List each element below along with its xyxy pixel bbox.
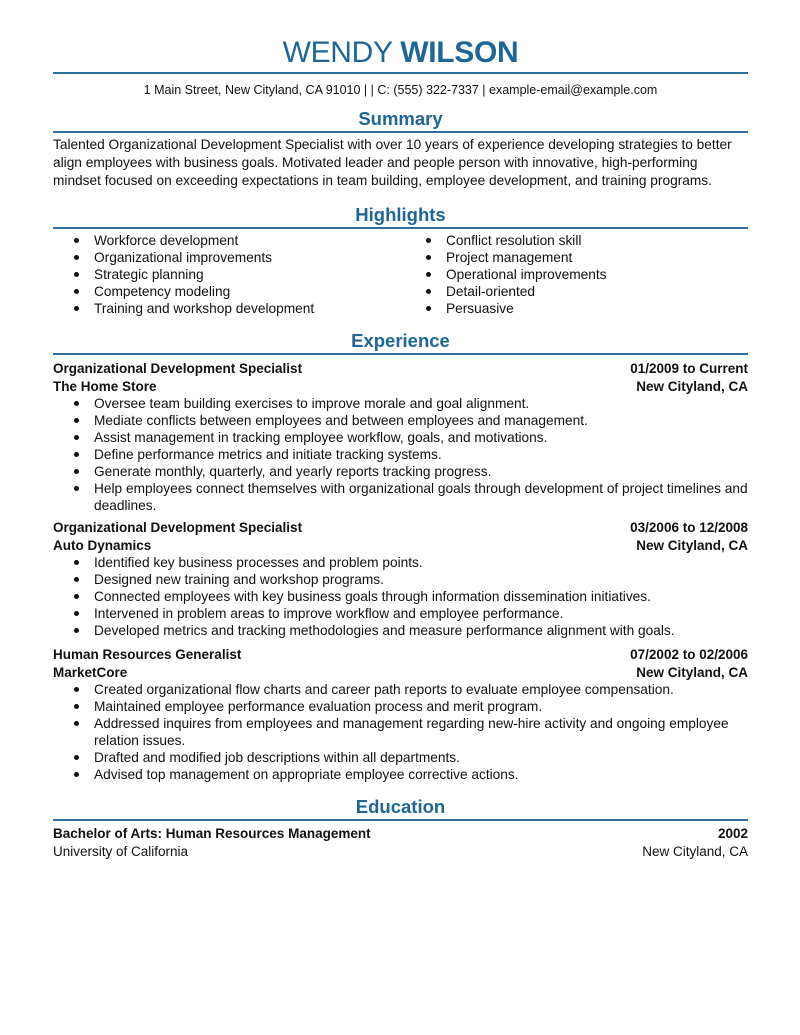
school-location: New Cityland, CA <box>642 843 748 859</box>
candidate-name <box>53 34 748 72</box>
job-location: New Cityland, CA <box>636 537 748 553</box>
education-entry <box>53 825 748 860</box>
list-item: Developed metrics and tracking methodologies and measure performance alignment with goals. <box>53 622 748 639</box>
job-bullets <box>53 554 748 639</box>
list-item: Persuasive <box>405 300 607 317</box>
list-item: Identified key business processes and problem points. <box>53 554 748 571</box>
list-item: Mediate conflicts between employees and between employees and management. <box>53 412 748 429</box>
list-item: Competency modeling <box>53 283 405 300</box>
education-heading: Education <box>355 796 446 817</box>
job-dates: 07/2002 to 02/2006 <box>630 647 748 662</box>
experience-divider <box>53 353 748 355</box>
list-item: Define performance metrics and initiate tracking systems. <box>53 446 748 463</box>
summary-text: Talented Organizational Development Specialist with over 10 years of experience developing strategies to better align employees with business goals. Motivated leader and people person with innovative, high-performing mindset focused on exceeding expectations in team building, employee development, and training programs. <box>53 137 732 188</box>
highlights-list <box>53 232 748 317</box>
job-dates: 01/2009 to Current <box>630 361 748 376</box>
job-company: MarketCore <box>53 664 128 680</box>
job-bullets <box>53 681 748 783</box>
last-name: WILSON <box>400 36 519 69</box>
list-item: Project management <box>405 249 607 266</box>
highlights-right-column <box>405 232 607 317</box>
list-item: Advised top management on appropriate employee corrective actions. <box>53 766 748 783</box>
graduation-year: 2002 <box>717 826 748 841</box>
list-item: Assist management in tracking employee workflow, goals, and motivations. <box>53 429 748 446</box>
list-item: Generate monthly, quarterly, and yearly reports tracking progress. <box>53 463 748 480</box>
list-item: Workforce development <box>53 232 405 249</box>
education-divider <box>53 819 748 821</box>
contact-info: 1 Main Street, New Cityland, CA 91010 | | C: (555) 322-7337 | example-email@example.com <box>143 83 658 97</box>
header-divider <box>53 72 748 74</box>
summary-divider <box>53 131 748 133</box>
highlights-heading: Highlights <box>355 204 446 225</box>
job-entry <box>53 360 748 514</box>
job-title: Organizational Development Specialist <box>53 361 303 376</box>
job-location: New Cityland, CA <box>636 378 748 394</box>
list-item: Drafted and modified job descriptions within all departments. <box>53 749 748 766</box>
highlights-divider <box>53 227 748 229</box>
list-item: Designed new training and workshop programs. <box>53 571 748 588</box>
field-of-study: : Human Resources Management <box>157 826 371 841</box>
highlights-left-column <box>53 232 405 317</box>
list-item: Organizational improvements <box>53 249 405 266</box>
list-item: Created organizational flow charts and career path reports to evaluate employee compensation. <box>53 681 748 698</box>
list-item: Strategic planning <box>53 266 405 283</box>
list-item: Help employees connect themselves with organizational goals through development of project timelines and deadlines. <box>53 480 748 514</box>
job-entry <box>53 519 748 639</box>
job-entry <box>53 646 748 783</box>
list-item: Operational improvements <box>405 266 607 283</box>
list-item: Intervened in problem areas to improve workflow and employee performance. <box>53 605 748 622</box>
first-name: WENDY <box>282 36 393 69</box>
school-name: University of California <box>53 843 189 859</box>
job-title: Organizational Development Specialist <box>53 520 303 535</box>
degree: Bachelor of Arts <box>53 826 158 841</box>
list-item: Connected employees with key business goals through information dissemination initiatives. <box>53 588 748 605</box>
list-item: Conflict resolution skill <box>405 232 607 249</box>
summary-heading: Summary <box>358 108 443 129</box>
resume-page <box>53 0 748 860</box>
job-company: Auto Dynamics <box>53 537 152 553</box>
job-dates: 03/2006 to 12/2008 <box>630 520 748 535</box>
job-location: New Cityland, CA <box>636 664 748 680</box>
job-title: Human Resources Generalist <box>53 647 242 662</box>
list-item: Maintained employee performance evaluation process and merit program. <box>53 698 748 715</box>
list-item: Oversee team building exercises to improve morale and goal alignment. <box>53 395 748 412</box>
experience-heading: Experience <box>351 330 450 351</box>
list-item: Training and workshop development <box>53 300 405 317</box>
list-item: Detail-oriented <box>405 283 607 300</box>
list-item: Addressed inquires from employees and management regarding new-hire activity and ongoing employee relation issues. <box>53 715 748 749</box>
job-bullets <box>53 395 748 514</box>
job-company: The Home Store <box>53 378 157 394</box>
